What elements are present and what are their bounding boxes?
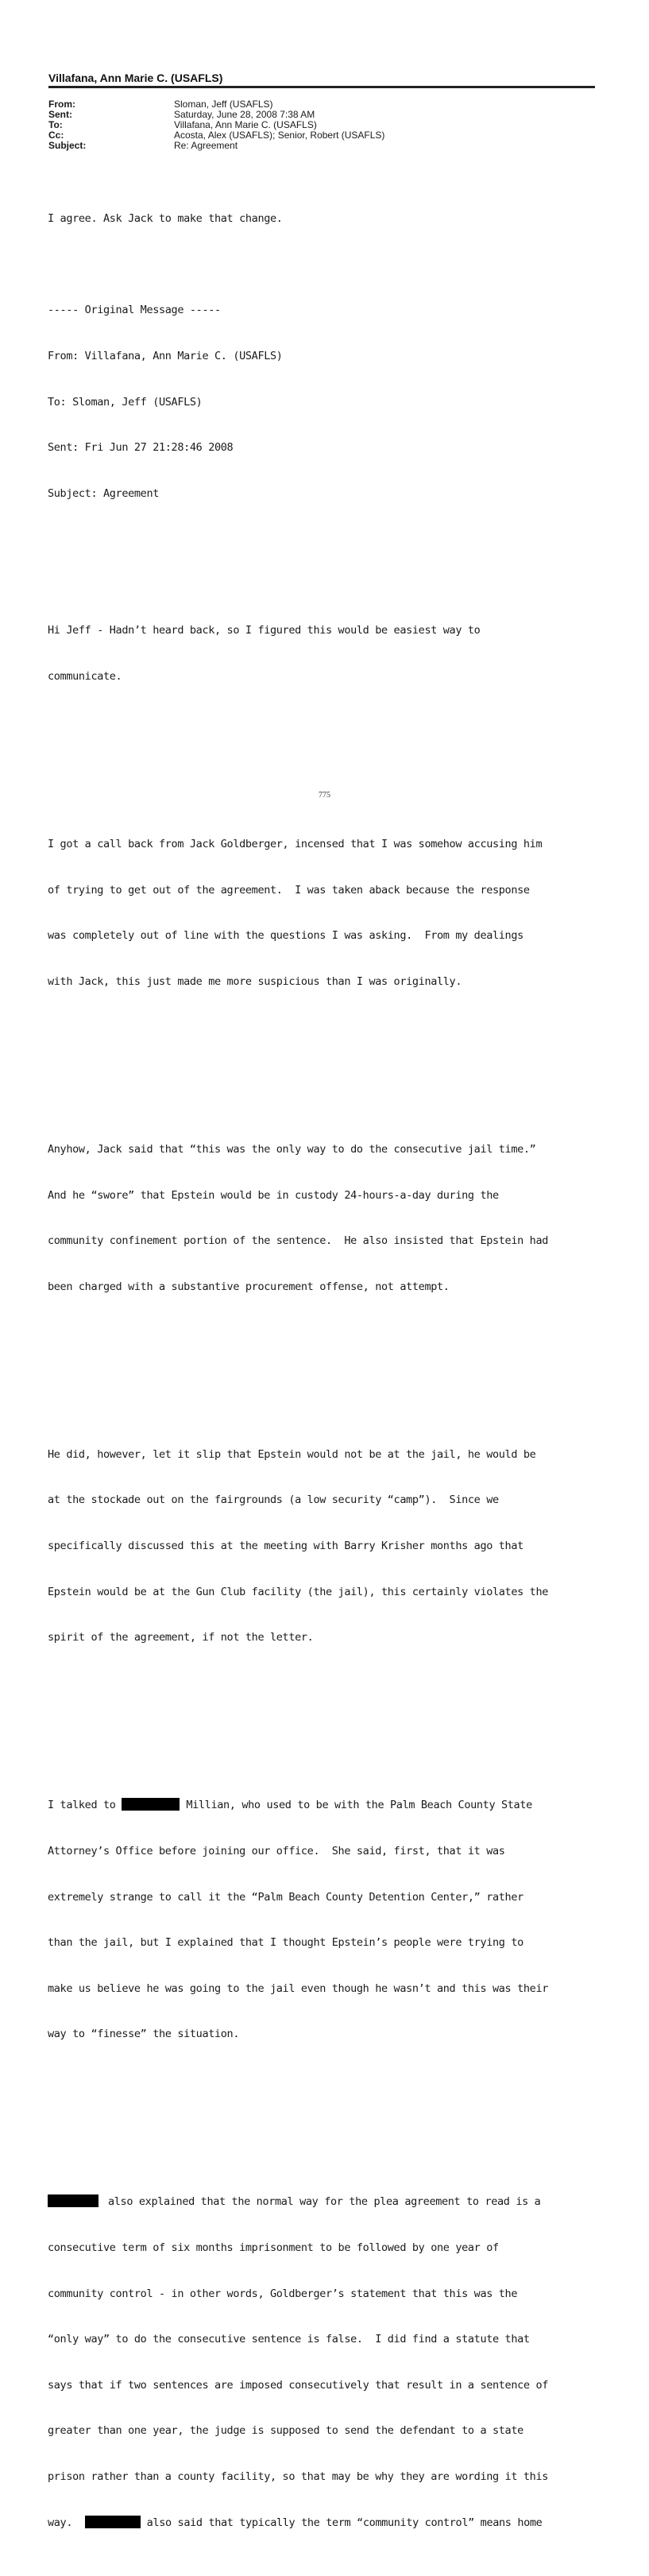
- body-line: “only way” to do the consecutive sentence is false. I did find a statute that: [48, 2333, 530, 2346]
- body-line: consecutive term of six months imprisonment to be followed by one year of: [48, 2241, 499, 2254]
- paragraph-4: [48, 1416, 604, 1675]
- body-line: community confinement portion of the sentence. He also insisted that Epstein had: [48, 1234, 548, 1248]
- email-body: [48, 181, 604, 2576]
- header-value: Re: Agreement: [174, 140, 238, 151]
- body-text: way.: [48, 2516, 85, 2529]
- body-line: been charged with a substantive procurement offense, not attempt.: [48, 1280, 450, 1293]
- redaction-box: [48, 2194, 99, 2207]
- paragraph-2: [48, 807, 604, 1021]
- original-message-marker: ----- Original Message -----: [48, 304, 221, 317]
- body-line: was completely out of line with the questions I was asking. From my dealings: [48, 929, 523, 943]
- body-line: with Jack, this just made me more suspicious than I was originally.: [48, 974, 462, 988]
- body-line: [48, 2516, 604, 2531]
- header-value: Villafana, Ann Marie C. (USAFLS): [174, 119, 317, 130]
- header-value: Saturday, June 28, 2008 7:38 AM: [174, 109, 315, 120]
- body-line: at the stockade out on the fairgrounds (a low security “camp”). Since we: [48, 1493, 499, 1507]
- redaction-box: [85, 2516, 141, 2528]
- body-line: Epstein would be at the Gun Club facility (the jail), this certainly violates the: [48, 1585, 548, 1598]
- paragraph-3: [48, 1112, 604, 1326]
- original-to: To: Sloman, Jeff (USAFLS): [48, 395, 203, 409]
- body-line: spirit of the agreement, if not the letter.: [48, 1631, 314, 1644]
- body-line: Attorney’s Office before joining our office. She said, first, that it was: [48, 1844, 505, 1857]
- header-label: From:: [48, 99, 75, 110]
- header-row-subject: [48, 141, 384, 151]
- body-line: Hi Jeff - Hadn’t heard back, so I figured this would be easiest way to: [48, 624, 481, 637]
- body-line: greater than one year, the judge is supposed to send the defendant to a state: [48, 2424, 523, 2438]
- header-value: Sloman, Jeff (USAFLS): [174, 99, 273, 110]
- body-line: prison rather than a county facility, so that may be why they are wording it this: [48, 2470, 548, 2484]
- body-line: community control - in other words, Goldberger’s statement that this was the: [48, 2287, 518, 2300]
- body-text: Millian, who used to be with the Palm Beach County State: [186, 1799, 532, 1812]
- original-sent: Sent: Fri Jun 27 21:28:46 2008: [48, 441, 234, 455]
- paragraph-6: [48, 2164, 604, 2561]
- title-rule: [48, 86, 595, 88]
- reply-text: I agree. Ask Jack to make that change.: [48, 212, 283, 226]
- body-line: communicate.: [48, 670, 122, 684]
- header-label: Subject:: [48, 140, 87, 151]
- body-line: And he “swore” that Epstein would be in custody 24-hours-a-day during the: [48, 1188, 499, 1202]
- body-line: Anyhow, Jack said that “this was the only way to do the consecutive jail time.”: [48, 1142, 536, 1156]
- email-header: [48, 99, 384, 151]
- body-line: says that if two sentences are imposed consecutively that result in a sentence of: [48, 2378, 548, 2392]
- body-line: than the jail, but I explained that I thought Epstein’s people were trying to: [48, 1936, 523, 1950]
- body-line: way to “finesse” the situation.: [48, 2028, 240, 2041]
- body-line: specifically discussed this at the meeting with Barry Krisher months ago that: [48, 1540, 523, 1553]
- body-text: I talked to: [48, 1799, 122, 1812]
- body-line: He did, however, let it slip that Epstein would not be at the jail, he would be: [48, 1447, 536, 1461]
- redaction-box: [122, 1798, 180, 1811]
- header-label: To:: [48, 119, 63, 130]
- original-from: From: Villafana, Ann Marie C. (USAFLS): [48, 350, 283, 363]
- body-line: [48, 1798, 604, 1813]
- body-line: I got a call back from Jack Goldberger, incensed that I was somehow accusing him: [48, 838, 543, 851]
- body-line: [48, 2194, 604, 2210]
- page-number: 775: [319, 791, 330, 800]
- original-subject: Subject: Agreement: [48, 486, 159, 500]
- body-line: make us believe he was going to the jail even though he wasn’t and this was their: [48, 1981, 548, 1995]
- email-owner-title: Villafana, Ann Marie C. (USAFLS): [48, 72, 223, 84]
- paragraph-5: [48, 1768, 604, 2073]
- paragraph-1: [48, 593, 604, 715]
- body-text: also said that typically the term “community control” means home: [146, 2516, 543, 2529]
- header-label: Sent:: [48, 109, 72, 120]
- header-value: Acosta, Alex (USAFLS); Senior, Robert (USAFLS): [174, 130, 385, 141]
- header-label: Cc:: [48, 130, 64, 141]
- body-line: extremely strange to call it the “Palm Beach County Detention Center,” rather: [48, 1890, 523, 1904]
- body-text: also explained that the normal way for the plea agreement to read is a: [108, 2195, 541, 2209]
- body-line: of trying to get out of the agreement. I was taken aback because the response: [48, 883, 530, 897]
